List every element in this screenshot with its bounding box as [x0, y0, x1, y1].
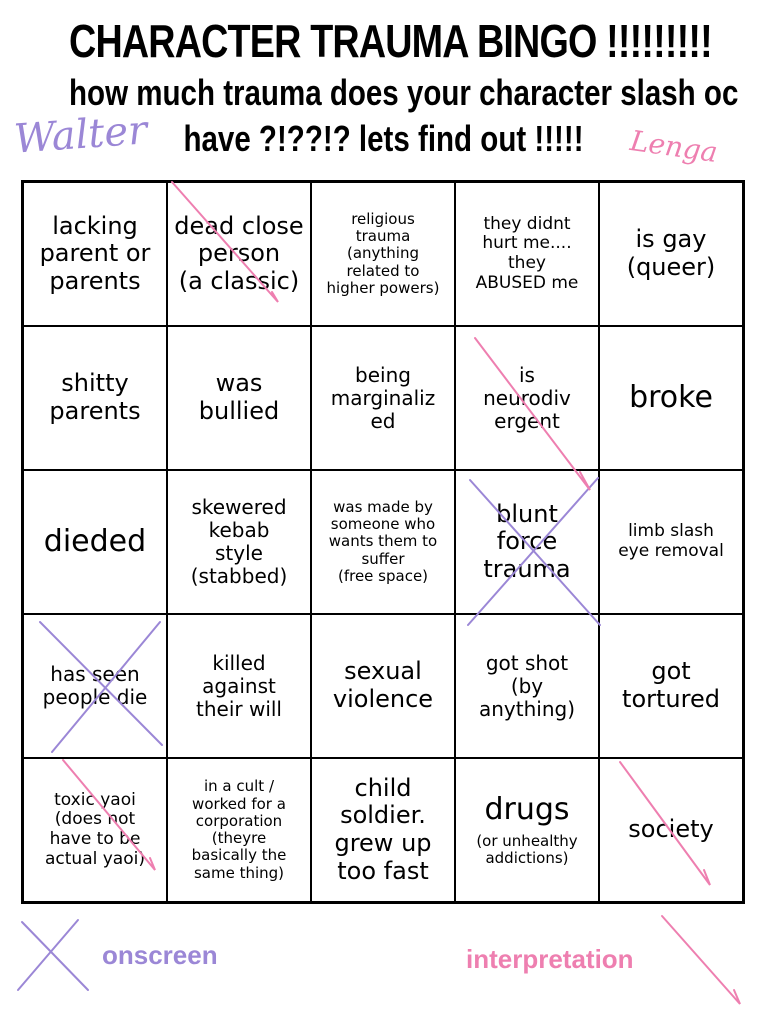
bingo-cell[interactable]: blunt force trauma — [455, 470, 599, 614]
bingo-cell[interactable]: skewered kebab style (stabbed) — [167, 470, 311, 614]
pink-slash-legend-icon — [662, 916, 740, 1004]
bingo-cell-free-space[interactable]: was made by someone who wants them to suffer (free space) — [311, 470, 455, 614]
signature-left: Walter — [12, 107, 149, 163]
legend-interpretation-label: interpretation — [466, 944, 634, 974]
bingo-cell[interactable]: shitty parents — [23, 326, 167, 470]
subtitle-line-1: how much trauma does your character slash oc — [69, 72, 739, 113]
bingo-cell[interactable]: religious trauma (anything related to higher powers) — [311, 182, 455, 326]
bingo-cell[interactable]: sexual violence — [311, 614, 455, 758]
subtitle-line-2: have ?!??!? lets find out !!!!! — [183, 118, 584, 159]
bingo-cell[interactable]: is neurodiv ergent — [455, 326, 599, 470]
bingo-cell[interactable]: is gay (queer) — [599, 182, 743, 326]
purple-x-legend-icon — [18, 920, 88, 990]
bingo-board — [21, 180, 745, 904]
bingo-cell[interactable]: dieded — [23, 470, 167, 614]
bingo-cell[interactable]: dead close person (a classic) — [167, 182, 311, 326]
bingo-cell[interactable]: society — [599, 758, 743, 902]
bingo-cell[interactable]: broke — [599, 326, 743, 470]
page-title: CHARACTER TRAUMA BINGO !!!!!!!!! — [69, 15, 712, 67]
bingo-cell[interactable]: drugs (or unhealthy addictions) — [455, 758, 599, 902]
bingo-cell[interactable]: lacking parent or parents — [23, 182, 167, 326]
signature-right: Lenga — [628, 124, 720, 169]
bingo-cell[interactable]: toxic yaoi (does not have to be actual yaoi) — [23, 758, 167, 902]
legend-onscreen-label: onscreen — [102, 940, 218, 970]
bingo-cell[interactable]: killed against their will — [167, 614, 311, 758]
bingo-cell[interactable]: got tortured — [599, 614, 743, 758]
bingo-cell[interactable]: limb slash eye removal — [599, 470, 743, 614]
bingo-cell[interactable]: got shot (by anything) — [455, 614, 599, 758]
bingo-cell[interactable]: in a cult / worked for a corporation (theyre basically the same thing) — [167, 758, 311, 902]
bingo-cell[interactable]: has seen people die — [23, 614, 167, 758]
bingo-cell[interactable]: they didnt hurt me.... they ABUSED me — [455, 182, 599, 326]
bingo-cell[interactable]: being marginaliz ed — [311, 326, 455, 470]
bingo-cell[interactable]: child soldier. grew up too fast — [311, 758, 455, 902]
bingo-cell[interactable]: was bullied — [167, 326, 311, 470]
